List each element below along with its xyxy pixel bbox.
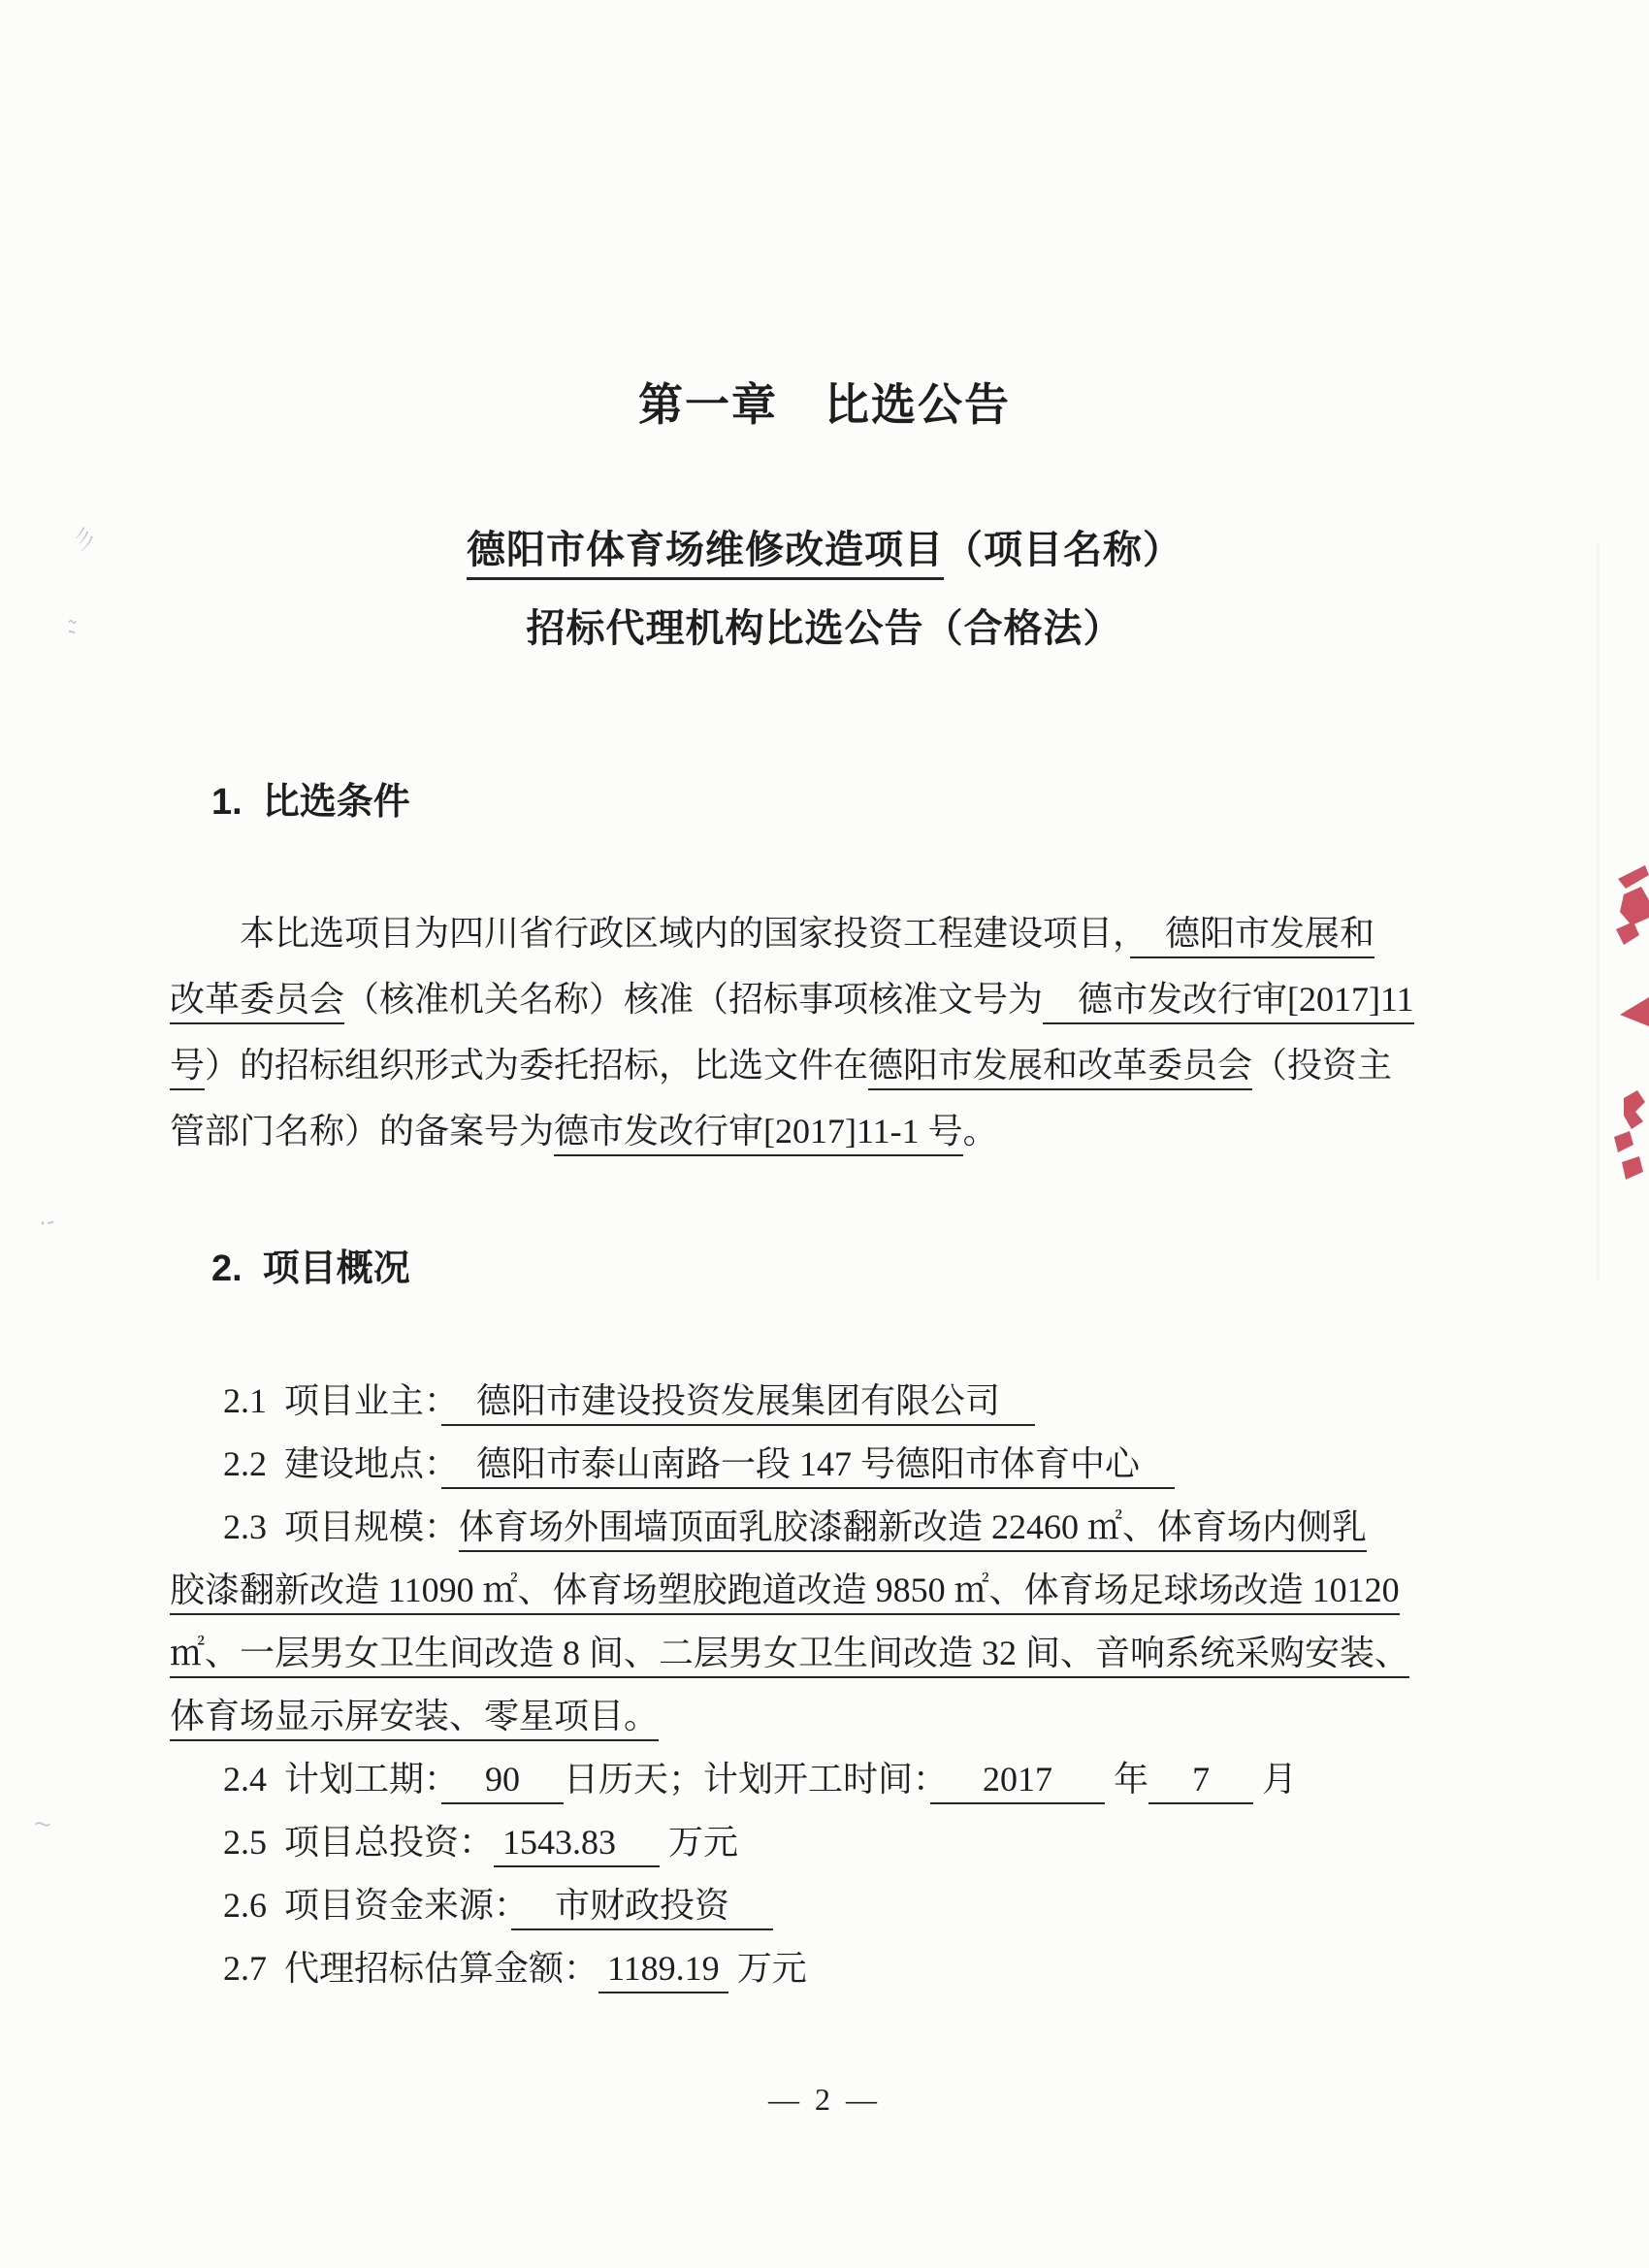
scan-smudge: ~: [31, 1808, 54, 1839]
underlined-text: 体育场显示屏安装、零星项目。: [170, 1697, 659, 1741]
item-2-3-line-1: [170, 1496, 1501, 1559]
underlined-text: 胶漆翻新改造 11090 ㎡、体育场塑胶跑道改造 9850 ㎡、体育场足球场改造 10120: [170, 1571, 1400, 1615]
paragraph-line-2: [170, 966, 1501, 1032]
item-2-3-line-2: [170, 1559, 1501, 1622]
text-run: 2.1 项目业主：: [223, 1381, 442, 1420]
item-2-2: [170, 1433, 1501, 1496]
text-run: 本比选项目为四川省行政区域内的国家投资工程建设项目，: [240, 914, 1131, 953]
text-run: （核准机关名称）核准（招标事项核准文号为: [344, 980, 1044, 1019]
text-run: （投资主: [1252, 1046, 1393, 1085]
underlined-text: 2017: [930, 1760, 1105, 1804]
text-run: 2.2 建设地点：: [223, 1444, 442, 1483]
underlined-text: 德市发改行审[2017]11: [1043, 980, 1414, 1024]
underlined-text: 德阳市体育场维修改造项目: [467, 529, 944, 580]
project-name-title: [0, 519, 1649, 574]
stamp-stroke: [1614, 1090, 1645, 1180]
page-number: — 2 —: [768, 2082, 881, 2117]
underlined-text: 德阳市泰山南路一段 147 号德阳市体育中心: [441, 1444, 1175, 1489]
item-2-6: [170, 1874, 1501, 1937]
text-run: 月: [1253, 1760, 1298, 1798]
item-2-3-line-3: [170, 1622, 1501, 1685]
stamp-stroke: [1620, 997, 1649, 1026]
underlined-text: 市财政投资: [511, 1886, 773, 1930]
announcement-title: 招标代理机构比选公告（合格法）: [526, 607, 1123, 650]
underlined-text: 德阳市发展和: [1130, 914, 1374, 958]
section-1-paragraph: [170, 900, 1501, 1164]
underlined-text: 号: [170, 1046, 205, 1090]
paragraph-line-4: [170, 1098, 1501, 1164]
underlined-text: 德阳市发展和改革委员会: [868, 1046, 1252, 1090]
underlined-text: 7: [1148, 1760, 1253, 1804]
scan-crease: [1597, 543, 1600, 1280]
underlined-text: 90: [441, 1760, 564, 1804]
text-run: 日历天；计划开工时间：: [564, 1760, 931, 1798]
item-2-1: [170, 1370, 1501, 1433]
underlined-text: 1543.83: [494, 1823, 660, 1867]
underlined-text: 体育场外围墙顶面乳胶漆翻新改造 22460 ㎡、体育场内侧乳: [459, 1507, 1367, 1552]
section-2-items: [170, 1370, 1501, 2000]
underlined-text: ㎡、一层男女卫生间改造 8 间、二层男女卫生间改造 32 间、音响系统采购安装、: [170, 1634, 1409, 1678]
underlined-text: 改革委员会: [170, 980, 344, 1024]
text-run: 2.7 代理招标估算金额：: [223, 1949, 599, 1988]
text-run: 2.6 项目资金来源：: [223, 1886, 512, 1925]
text-run: 管部门名称）的备案号为: [170, 1112, 555, 1150]
text-run: 万元: [728, 1949, 807, 1988]
paragraph-line-3: [170, 1032, 1501, 1098]
item-2-3-line-4: [170, 1685, 1501, 1748]
section-1-heading: 1. 比选条件: [211, 782, 410, 823]
red-stamp-fragment: [1581, 861, 1649, 1211]
text-run: 。: [962, 1112, 998, 1150]
item-2-7: [170, 1937, 1501, 2000]
item-2-5: [170, 1811, 1501, 1874]
text-run: （项目名称）: [944, 529, 1182, 571]
scan-smudge: 彡: [68, 522, 101, 557]
item-2-4: [170, 1748, 1501, 1811]
underlined-text: 德市发改行审[2017]11-1 号: [554, 1112, 963, 1156]
text-run: 万元: [660, 1823, 739, 1862]
text-run: 2.3 项目规模：: [223, 1507, 460, 1546]
underlined-text: 德阳市建设投资发展集团有限公司: [441, 1381, 1035, 1426]
text-run: 2.4 计划工期：: [223, 1760, 442, 1798]
section-2-heading: 2. 项目概况: [211, 1248, 410, 1289]
stamp-stroke: [1616, 865, 1649, 945]
chapter-title: 第一章 比选公告: [638, 378, 1011, 430]
paragraph-line-1: [170, 900, 1501, 966]
scan-smudge: ·‐: [35, 1207, 58, 1238]
text-run: ）的招标组织形式为委托招标，比选文件在: [205, 1046, 869, 1085]
underlined-text: 1189.19: [598, 1949, 728, 1993]
text-run: 年: [1105, 1760, 1149, 1798]
scan-smudge: -̃: [65, 616, 80, 645]
text-run: 2.5 项目总投资：: [223, 1823, 495, 1862]
